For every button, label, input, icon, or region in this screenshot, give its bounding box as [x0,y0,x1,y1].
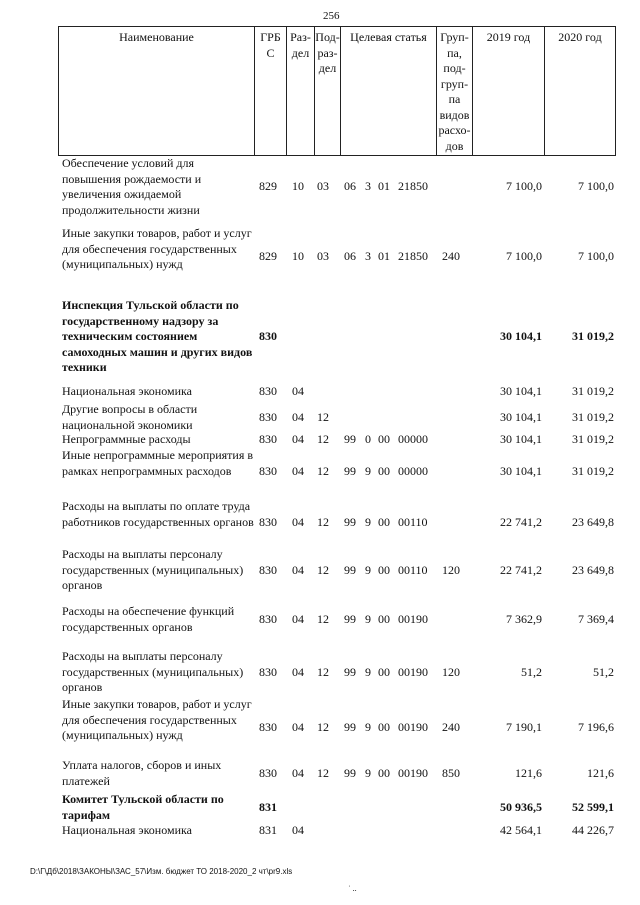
cell-podrazdel: 12 [317,562,329,577]
cell-name: Уплата налогов, сборов и иных платежей [62,758,222,788]
cell-2019: 7 100,0 [506,179,542,194]
cell-name: Расходы на выплаты по оплате труда работников государственных органов [62,499,254,529]
cell-2019: 22 741,2 [500,562,542,577]
cell-name: Иные непрограммные мероприятия в рамках непрограммных расходов [62,448,254,478]
cell-razdel: 04 [292,409,304,424]
header-razdel: Раз- дел [286,27,314,155]
cell-target-4: 00190 [398,720,428,735]
cell-2019: 30 104,1 [500,329,542,343]
cell-podrazdel: 12 [317,409,329,424]
cell-2019: 30 104,1 [500,463,542,478]
cell-grbs: 830 [259,720,277,735]
cell-target-2: 9 [365,611,371,626]
cell-target-1: 06 [344,179,356,194]
footer-file-path: D:\Г\Дб\2018\ЗАКОНЫ\ЗАС_57\Изм. бюджет ТО 2018-2020_2 чт\pr9.xls [30,867,293,876]
cell-2020: 51,2 [593,664,614,679]
cell-target-2: 9 [365,720,371,735]
cell-grbs: 830 [259,463,277,478]
cell-target-1: 99 [344,664,356,679]
cell-target-4: 00000 [398,463,428,478]
cell-group: 120 [442,562,460,577]
cell-target-2: 9 [365,765,371,780]
cell-grbs: 831 [259,799,277,814]
cell-name: Другие вопросы в области национальной экономики [62,402,198,432]
table-row [58,226,616,288]
cell-target-2: 3 [365,179,371,194]
cell-razdel: 04 [292,463,304,478]
cell-2019: 42 564,1 [500,823,542,837]
table-row [58,649,616,696]
cell-name: Инспекция Тульской области по государственному надзору за техническим состоянием самоходных машин и других видов техники [62,298,253,374]
cell-podrazdel: 12 [317,463,329,478]
cell-target-3: 00 [378,562,390,577]
cell-grbs: 829 [259,249,277,264]
cell-podrazdel: 12 [317,720,329,735]
cell-razdel: 04 [292,562,304,577]
table-row [58,823,616,839]
table-row [58,547,616,594]
cell-grbs: 830 [259,611,277,626]
header-group: Груп- па, под- груп- па видов расхо- дов [436,27,472,155]
table-row [58,402,616,433]
cell-2020: 7 196,6 [578,720,614,735]
cell-2019: 7 100,0 [506,249,542,264]
cell-target-1: 06 [344,249,356,264]
cell-razdel: 10 [292,249,304,264]
cell-name: Национальная экономика [62,823,192,837]
cell-podrazdel: 03 [317,249,329,264]
cell-razdel: 04 [292,514,304,529]
header-2019: 2019 год [472,27,544,155]
cell-target-2: 9 [365,562,371,577]
cell-target-1: 99 [344,720,356,735]
cell-target-1: 99 [344,432,356,446]
cell-name: Национальная экономика [62,384,192,398]
cell-2020: 44 226,7 [572,823,614,837]
cell-podrazdel: 12 [317,765,329,780]
cell-target-3: 00 [378,765,390,780]
cell-target-3: 00 [378,664,390,679]
cell-razdel: 04 [292,432,304,446]
cell-grbs: 830 [259,384,277,398]
cell-target-2: 9 [365,664,371,679]
cell-2020: 52 599,1 [572,799,614,814]
cell-podrazdel: 12 [317,514,329,529]
cell-group: 240 [442,249,460,264]
cell-2019: 7 362,9 [506,611,542,626]
header-grbs: ГРБ С [254,27,286,155]
cell-2019: 30 104,1 [500,432,542,446]
table-row [58,499,616,546]
cell-grbs: 830 [259,329,277,343]
cell-2020: 31 019,2 [572,409,614,424]
cell-2020: 23 649,8 [572,514,614,529]
cell-target-4: 00190 [398,611,428,626]
cell-name: Обеспечение условий для повышения рождаемости и увеличения ожидаемой продолжительности жизни [62,156,202,217]
cell-2020: 31 019,2 [572,432,614,446]
table-row [58,156,616,218]
cell-target-4: 00190 [398,664,428,679]
cell-grbs: 830 [259,409,277,424]
table-row [58,758,616,789]
cell-target-1: 99 [344,765,356,780]
cell-2019: 51,2 [521,664,542,679]
cell-grbs: 830 [259,664,277,679]
cell-target-2: 9 [365,463,371,478]
page-number: 256 [323,10,340,22]
cell-razdel: 04 [292,611,304,626]
table-row [58,432,616,448]
cell-name: Иные закупки товаров, работ и услуг для обеспечения государственных (муниципальных) нужд [62,697,252,742]
cell-podrazdel: 03 [317,179,329,194]
cell-2020: 23 649,8 [572,562,614,577]
cell-grbs: 830 [259,765,277,780]
cell-name: Непрограммные расходы [62,432,191,446]
header-target: Целевая статья [340,27,436,155]
cell-target-3: 00 [378,611,390,626]
table-row [58,697,616,759]
cell-grbs: 831 [259,823,277,837]
table-row [58,604,616,635]
cell-podrazdel: 12 [317,432,329,446]
cell-target-3: 00 [378,720,390,735]
cell-target-2: 9 [365,514,371,529]
cell-target-3: 01 [378,179,390,194]
table-row [58,384,616,400]
cell-2020: 7 100,0 [578,249,614,264]
cell-grbs: 830 [259,514,277,529]
table-header [58,26,616,156]
cell-target-1: 99 [344,463,356,478]
cell-razdel: 04 [292,664,304,679]
cell-target-4: 00000 [398,432,428,446]
cell-name: Расходы на обеспечение функций государственных органов [62,604,235,634]
table-row [58,448,616,495]
footer-mark: ˙ .. [348,884,357,893]
cell-2019: 121,6 [515,765,542,780]
cell-podrazdel: 12 [317,664,329,679]
cell-target-1: 99 [344,611,356,626]
cell-2020: 31 019,2 [572,463,614,478]
cell-2019: 7 190,1 [506,720,542,735]
cell-name: Расходы на выплаты персоналу государственных (муниципальных) органов [62,547,244,592]
cell-2019: 30 104,1 [500,384,542,398]
cell-target-4: 00110 [398,562,428,577]
table-row [58,792,616,823]
cell-grbs: 829 [259,179,277,194]
cell-group: 240 [442,720,460,735]
table-row [58,298,616,376]
cell-2020: 31 019,2 [572,384,614,398]
cell-name: Расходы на выплаты персоналу государственных (муниципальных) органов [62,649,244,694]
cell-target-2: 0 [365,432,371,446]
header-podrazdel: Под- раз- дел [314,27,340,155]
cell-target-3: 00 [378,463,390,478]
cell-target-1: 99 [344,562,356,577]
cell-razdel: 04 [292,720,304,735]
cell-group: 850 [442,765,460,780]
cell-group: 120 [442,664,460,679]
cell-razdel: 10 [292,179,304,194]
cell-target-3: 01 [378,249,390,264]
cell-grbs: 830 [259,432,277,446]
cell-target-4: 00110 [398,514,428,529]
cell-2019: 30 104,1 [500,409,542,424]
cell-razdel: 04 [292,823,304,837]
cell-podrazdel: 12 [317,611,329,626]
cell-grbs: 830 [259,562,277,577]
cell-target-2: 3 [365,249,371,264]
cell-target-3: 00 [378,432,390,446]
cell-2020: 7 100,0 [578,179,614,194]
header-2020: 2020 год [544,27,616,155]
cell-2019: 22 741,2 [500,514,542,529]
cell-target-4: 21850 [398,179,428,194]
cell-2019: 50 936,5 [500,799,542,814]
cell-target-4: 00190 [398,765,428,780]
cell-name: Иные закупки товаров, работ и услуг для обеспечения государственных (муниципальных) нужд [62,226,252,271]
cell-2020: 31 019,2 [572,329,614,343]
cell-2020: 7 369,4 [578,611,614,626]
cell-razdel: 04 [292,384,304,398]
cell-2020: 121,6 [587,765,614,780]
cell-target-4: 21850 [398,249,428,264]
header-name: Наименование [58,27,254,155]
cell-razdel: 04 [292,765,304,780]
cell-target-1: 99 [344,514,356,529]
cell-target-3: 00 [378,514,390,529]
cell-name: Комитет Тульской области по тарифам [62,792,224,822]
